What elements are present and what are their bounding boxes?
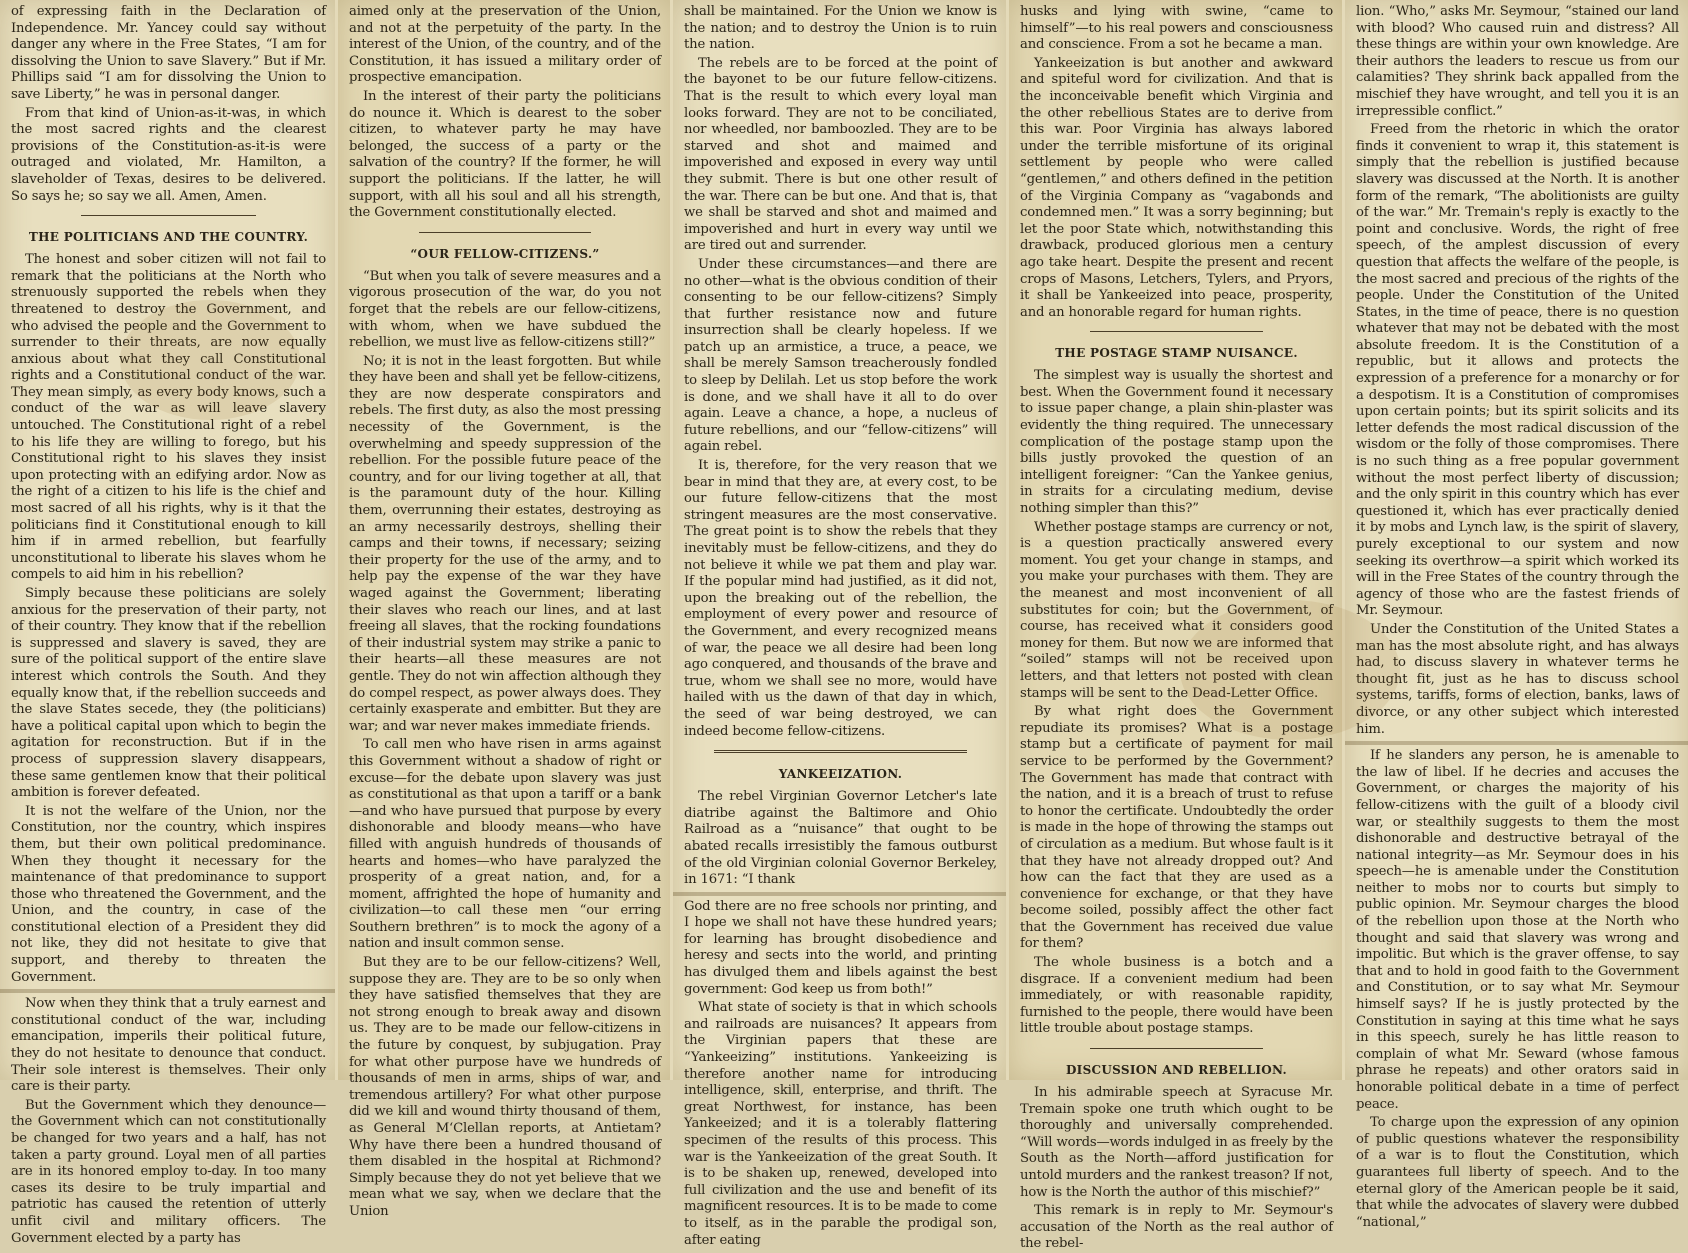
- paragraph: The rebels are to be forced at the point of the bayonet to be our future fellow-citizens. That is the result to which every loyal man looks forward. They are not to be conciliated, nor wheedled, nor bamboozled. They are to be starved and shot and maimed and impoverished and exposed in every way until they submit. There is but one other result of the war. There can be but one. And that is, that we shall be starved and shot and maimed and impoverished and hurt in every way until we are tired out and surrender.: [684, 55, 997, 254]
- section-rule: [419, 232, 591, 233]
- clipping-seam: [673, 892, 1006, 896]
- column-3: [673, 0, 1006, 1248]
- paragraph: Yankeeization is but another and awkward and spiteful word for civilization. And that is the inconceivable benefit which Virginia and the other rebellious States are to derive from this war. Poor Virginia has always labored under the terrible misfortune of its original settlement by people who were called “gentlemen,” and others defined in the petition of the Virginia Company as “vagabonds and condemned men.” It was a sorry beginning; but let the poor State which, notwithstanding this drawback, produced glorious men a century ago take heart. Despite the present and recent crops of Masons, Letchers, Tylers, and Pryors, it shall be Yankeeized into peace, prosperity, and an honorable regard for human rights.: [1020, 55, 1333, 320]
- article-heading: THE POLITICIANS AND THE COUNTRY.: [28, 230, 309, 245]
- column-5: [1345, 0, 1688, 1230]
- paragraph: Simply because these politicians are solely anxious for the preservation of their party, not of their country. They know that if the rebellion is suppressed and slavery is saved, they are sure of the political support of the entire slave interest which controls the South. And they equally know that, if the rebellion succeeds and the slave States secede, they (the politicians) have a political capital upon which to begin the agitation for reconstruction. But if in the process of suppression slavery disappears, these same gentlemen know that their political ambition is forever defeated.: [11, 586, 326, 801]
- paragraph: If he slanders any person, he is amenable to the law of libel. If he decries and accuses the Government, or charges the majority of his fellow-citizens with the guilt of a bloody civil war, or stealthily suggests to them the most dishonorable and destructive betrayal of the national integrity—as Mr. Seymour does in his speech—he is amenable under the Constitution neither to mobs nor to courts but simply to public opinion. Mr. Seymour charges the blood of the rebellion upon those at the North who thought and said that slavery was wrong and impolitic. But which is the graver offense, to say that and to hold in good faith to the Government and Constitution, or to say what Mr. Seymour himself says? If he is justly protected by the Constitution in saying at this time what he says in this speech, surely he has little reason to complain of what Mr. Seward (whose famous phrase he repeats) and other orators said in honorable political debate in a time of perfect peace.: [1356, 748, 1679, 1112]
- paragraph: The whole business is a botch and a disgrace. If a convenient medium had been immediately, or with reasonable rapidity, furnished to the people, there would have been little trouble about postage stamps.: [1020, 955, 1333, 1037]
- article-heading: THE POSTAGE STAMP NUISANCE.: [1055, 346, 1298, 361]
- paragraph: But they are to be our fellow-citizens? Well, suppose they are. They are to be so only when they have satisfied themselves that they are not strong enough to break away and disown us. They are to be made our fellow-citizens in the future by conquest, by subjugation. Pray for what other purpose have we hundreds of thousands of men in arms, ships of war, and tremendous artillery? For what other purpose did we kill and wound thirty thousand of them, as General M‘Clellan reports, at Antietam? Why have there been a hundred thousand of them disabled in the hospital at Richmond? Simply because they do not yet believe that we mean what we say, when we declare that the Union: [349, 955, 661, 1219]
- paragraph: From that kind of Union-as-it-was, in which the most sacred rights and the clearest provisions of the Constitution-as-it-is were outraged and violated, Mr. Hamilton, a slaveholder of Texas, desires to be delivered. So says he; so say we all. Amen, Amen.: [11, 105, 326, 204]
- paragraph: aimed only at the preservation of the Union, and not at the perpetuity of the party. In the interest of the Union, of the country, and of the Constitution, it has issued a military order of prospective emancipation.: [349, 4, 661, 86]
- paragraph: Under these circumstances—and there are no other—what is the obvious condition of their consenting to be our fellow-citizens? Simply that further resistance now and future insurrection shall be clearly hopeless. If we patch up an armistice, a truce, a peace, we shall be merely Samson treacherously fondled to sleep by Delilah. Let us stop before the work is done, and we shall have it all to do over again. Leave a chance, a hope, a nucleus of future rebellions, and our “fellow-citizens” will again rebel.: [684, 256, 997, 455]
- paragraph: To charge upon the expression of any opinion of public questions whatever the responsibility of a war is to flout the Constitution, which guarantees full liberty of speech. And to the eternal glory of the American people be it said, that while the advocates of slavery were dubbed “national,”: [1356, 1115, 1679, 1230]
- column-4: [1009, 0, 1342, 1252]
- paragraph: “But when you talk of severe measures and a vigorous prosecution of the war, do you not forget that the rebels are our fellow-citizens, with whom, when we have subdued the rebellion, we must live as fellow-citizens still?”: [349, 268, 661, 351]
- paragraph: Under the Constitution of the United States a man has the most absolute right, and has always had, to discuss slavery in whatever terms he thought fit, just as he has to discuss school systems, tariffs, forms of election, banks, laws of divorce, or any other subject which interested him.: [1356, 621, 1679, 737]
- paragraph: The rebel Virginian Governor Letcher's late diatribe against the Baltimore and Ohio Railroad as a “nuisance” that ought to be abated recalls irresistibly the famous outburst of the old Virginian colonial Governor Berkeley, in 1671: “I thank: [684, 789, 997, 888]
- paragraph: husks and lying with swine, “came to himself”—to his real powers and consciousness and conscience. From a sot he became a man.: [1020, 4, 1333, 53]
- paragraph: Now when they think that a truly earnest and constitutional conduct of the war, including emancipation, imperils their political future, they do not hesitate to denounce that conduct. Their sole interest is themselves. Their only care is their party.: [11, 996, 326, 1095]
- section-rule: [81, 215, 256, 216]
- paragraph: In his admirable speech at Syracuse Mr. Tremain spoke one truth which ought to be thoroughly and universally comprehended. “Will words—words indulged in as freely by the South as the North—afford justification for untold murders and the rankest treason? If not, how is the North the author of this mischief?”: [1020, 1085, 1333, 1200]
- clipping-seam: [1345, 741, 1688, 745]
- article-heading: YANKEEIZATION.: [778, 767, 903, 782]
- paragraph: of expressing faith in the Declaration of Independence. Mr. Yancey could say without danger any where in the Free States, “I am for dissolving the Union to save Slavery.” But if Mr. Phillips said “I am for dissolving the Union to save Liberty,” he was in personal danger.: [11, 4, 326, 102]
- paragraph: lion. “Who,” asks Mr. Seymour, “stained our land with blood? Who caused ruin and distress? All these things are within your own knowledge. Are their authors the leaders to rescue us from our calamities? They shrink back appalled from the mischief they have wrought, and tell you it is an irrepressible conflict.”: [1356, 4, 1679, 119]
- column-2: [338, 0, 670, 1219]
- paragraph: What state of society is that in which schools and railroads are nuisances? It appears from the Virginian papers that these are “Yankeeizing” institutions. Yankeeizing is therefore another name for introducing intelligence, skill, enterprise, and thrift. The great Northwest, for instance, has been Yankeeized; and it is a tolerably flattering specimen of the results of this process. This war is the Yankeeization of the great South. It is to be shaken up, renewed, developed into full civilization and the use and benefit of its magnificent resources. It is to be made to come to itself, as in the parable the prodigal son, after eating: [684, 1000, 997, 1248]
- article-heading: “OUR FELLOW-CITIZENS.”: [410, 246, 600, 261]
- paragraph: It is not the welfare of the Union, nor the Constitution, nor the country, which inspires them, but their own political predominance. When they thought it necessary for the maintenance of that predominance to support those who threatened the Government, and the Union, and the country, in case of the constitutional election of a President they did not like, they did not hesitate to give that support, and thereby to threaten the Government.: [11, 803, 326, 985]
- section-rule: [1090, 1048, 1263, 1049]
- paragraph: The simplest way is usually the shortest and best. When the Government found it necessary to issue paper change, a plain shin-plaster was evidently the thing required. The unnecessary complication of the postage stamp upon the bills justly provoked the question of an intelligent foreigner: “Can the Yankee genius, in straits for a circulating medium, devise nothing simpler than this?”: [1020, 368, 1333, 517]
- paragraph: God there are no free schools nor printing, and I hope we shall not have these hundred years; for learning has brought disobedience and heresy and sects into the world, and printing has divulged them and libels against the best government: God keep us from both!”: [684, 898, 997, 997]
- paragraph: But the Government which they denounce—the Government which can not constitutionally be changed for two years and a half, has not taken a party ground. Loyal men of all parties are in its honored employ to-day. In too many cases its desire to be truly impartial and patriotic has caused the retention of utterly unfit civil and military officers. The Government elected by a party has: [11, 1097, 326, 1246]
- paragraph: To call men who have risen in arms against this Government without a shadow of right or excuse—for the debate upon slavery was just as constitutional as that upon a tariff or a bank—and who have pursued that purpose by every dishonorable and bloody means—who have filled with anguish hundreds of thousands of hearts and homes—who have paralyzed the prosperity of a great nation, and, for a moment, affrighted the hope of humanity and civilization—to call these men “our erring Southern brethren” is to mock the agony of a nation and insult common sense.: [349, 737, 661, 952]
- paragraph: This remark is in reply to Mr. Seymour's accusation of the North as the real author of the rebel-: [1020, 1203, 1333, 1252]
- paragraph: It is, therefore, for the very reason that we bear in mind that they are, at every cost, to be our future fellow-citizens that the most stringent measures are the most conservative. The great point is to show the rebels that they inevitably must be fellow-citizens, and they do not believe it while we pat them and play war. If the popular mind had justified, as it did not, upon the breaking out of the rebellion, the employment of every power and resource of the Government, and every recognized means of war, the peace we all desire had been long ago conquered, and thousands of the brave and true, whom we shall see no more, would have hailed with us the dawn of that day in which, the seed of war being destroyed, we can indeed become fellow-citizens.: [684, 458, 997, 739]
- paragraph: Whether postage stamps are currency or not, is a question practically answered every moment. You get your change in stamps, and you make your purchases with them. They are the meanest and most inconvenient of all substitutes for coin; but the Government, of course, has received what it considers good money for them. But now we are informed that “soiled” stamps will not be received upon letters, and that letters not posted with clean stamps will be sent to the Dead-Letter Office.: [1020, 519, 1333, 701]
- paragraph: No; it is not in the least forgotten. But while they have been and shall yet be fellow-citizens, they are now desperate conspirators and rebels. The first duty, as also the most pressing necessity of the Government, is the overwhelming and speedy suppression of the rebellion. For the possible future peace of the country, and for our living together at all, that is the paramount duty of the hour. Killing them, overrunning their estates, destroying as an army necessarily destroys, shelling their camps and their towns, if necessary; seizing their property for the use of the army, and to help pay the expense of the war they have waged against the Government; liberating their slaves who reach our lines, and at last freeing all slaves, that the rocking foundations of their industrial system may strike a panic to their hearts—all these measures are not gentle. They do not win affection although they do compel respect, as power always does. They certainly exasperate and embitter. But they are war; and war never makes immediate friends.: [349, 353, 661, 734]
- section-double-rule: [714, 750, 967, 753]
- article-heading: DISCUSSION AND REBELLION.: [1065, 1063, 1288, 1078]
- paragraph: By what right does the Government repudiate its promises? What is a postage stamp but a certificate of payment for mail service to be performed by the Government? The Government has made that contract with the nation, and it is a breach of trust to refuse to honor the certificate. Undoubtedly the order is made in the hope of throwing the stamps out of circulation as a medium. But whose fault is it that they have not already dropped out? And how can the fact that they are used as a convenience for exchange, or that they have become soiled, possibly affect the other fact that the Government has received due value for them?: [1020, 704, 1333, 952]
- paragraph: shall be maintained. For the Union we know is the nation; and to destroy the Union is to ruin the nation.: [684, 4, 997, 53]
- paragraph: In the interest of their party the politicians do nounce it. Which is dearest to the sober citizen, to whatever party he may have belonged, the success of a party or the salvation of the country? If the former, he will support the politicians. If the latter, he will support, with all his soul and all his strength, the Government constitutionally elected.: [349, 88, 661, 221]
- column-1: [0, 0, 335, 1246]
- paragraph: The honest and sober citizen will not fail to remark that the politicians at the North who strenuously supported the rebels when they threatened to destroy the Government, and who advised the people and the Government to surrender to their threats, are now equally anxious about what they call Constitutional rights and a Constitutional conduct of the war. They mean simply, as every body knows, such a conduct of the war as will leave slavery untouched. The Constitutional right of a rebel to his life they are willing to forego, but his Constitutional right to his slaves they insist upon protecting with an edifying ardor. Now as the right of a citizen to his life is the chief and most sacred of all his rights, why is it that the politicians find it Constitutional enough to kill him if in armed rebellion, but fearfully unconstitutional to liberate his slaves whom he compels to aid him in his rebellion?: [11, 252, 326, 583]
- clipping-seam: [0, 989, 335, 993]
- paragraph: Freed from the rhetoric in which the orator finds it convenient to wrap it, this statement is simply that the rebellion is justified because slavery was discussed at the North. It is another form of the remark, “The abolitionists are guilty of the war.” Mr. Tremain's reply is exactly to the point and conclusive. Words, the right of free speech, of the amplest discussion of every question that affects the welfare of the people, is the most sacred and precious of the rights of the people. Under the Constitution of the United States, in the time of peace, there is no question whatever that may not be debated with the most absolute freedom. It is the Constitution of a republic, but it allows and protects the expression of a preference for a monarchy or for a despotism. It is a Constitution of compromises upon certain points; but its spirit solicits and its letter defends the most radical discussion of the wisdom or the folly of those compromises. There is no such thing as a free popular government without the most perfect liberty of discussion; and the only spirit in this country which has ever questioned it, which has ever practically denied it by mobs and Lynch law, is the spirit of slavery, purely exceptional to our system and now seeking its overthrow—a spirit which worked its will in the Free States of the country through the agency of those who are the fastest friends of Mr. Seymour.: [1356, 122, 1679, 619]
- section-rule: [1090, 331, 1263, 332]
